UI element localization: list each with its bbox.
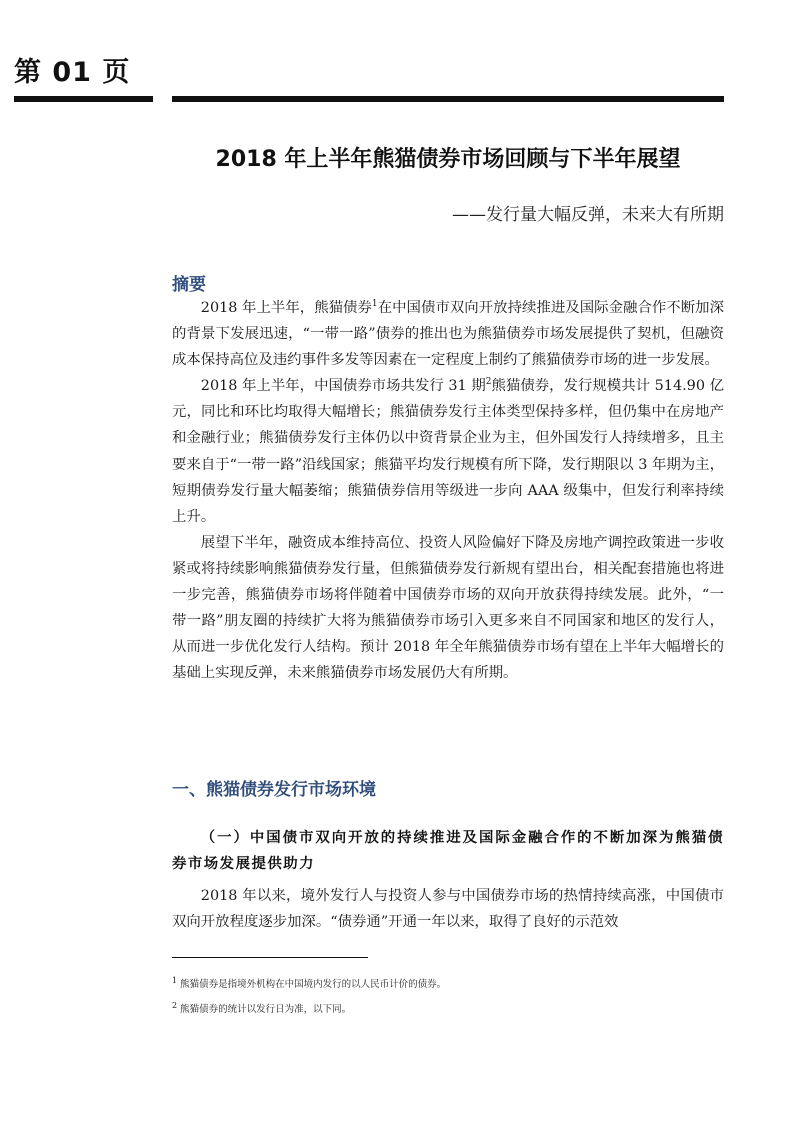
section-1-body xyxy=(172,883,724,935)
footnote-separator xyxy=(172,957,368,958)
abstract-paragraph-2: 2018 年上半年，中国债券市场共发行 31 期$^2$熊猫债券，发行规模共计 514.90 亿元，同比和环比均取得大幅增长；熊猫债券发行主体类型保持多样，但仍集中在房地产和金融行业；熊猫债券发行主体仍以中资背景企业为主，但外国发行人持续增多，且主要来自于“一带一路”沿线国家；熊猫平均发行规模有所下降，发行期限以 3 年期为主，短期债券发行量大幅萎缩；熊猫债券信用等级进一步向 AAA 级集中，但发行利率持续上升。 xyxy=(172,377,724,525)
report-subtitle: ——发行量大幅反弹，未来大有所期 xyxy=(452,205,724,225)
abstract-paragraph-3: 展望下半年，融资成本维持高位、投资人风险偏好下降及房地产调控政策进一步收紧或将持续影响熊猫债券发行量，但熊猫债券发行新规有望出台，相关配套措施也将进一步完善，熊猫债券市场将伴随着中国债券市场的双向开放获得持续发展。此外，“一带一路”朋友圈的持续扩大将为熊猫债券市场引入更多来自不同国家和地区的发行人，从而进一步优化发行人结构。预计 2018 年全年熊猫债券市场有望在上半年大幅增长的基础上实现反弹，未来熊猫债券市场发展仍大有所期。 xyxy=(172,534,724,682)
section-1-heading: 一、熊猫债券发行市场环境 xyxy=(172,780,376,800)
footnote-2: $^2$ 熊猫债券的统计以发行日为准，以下同。 xyxy=(172,1000,352,1015)
page-number-label: 第 01 页 xyxy=(14,57,131,88)
footnote-ref-1: 1 xyxy=(371,299,378,310)
section-1-paragraph: 2018 年以来，境外发行人与投资人参与中国债券市场的热情持续高涨，中国债市双向开放程度逐步加深。“债券通”开通一年以来，取得了良好的示范效 xyxy=(172,888,724,931)
subsection-1-1-heading: （一）中国债市双向开放的持续推进及国际金融合作的不断加深为熊猫债券市场发展提供助力 xyxy=(172,830,724,872)
header-rule-left xyxy=(14,96,153,102)
footnote-1: $^1$ 熊猫债券是指境外机构在中国境内发行的以人民币计价的债券。 xyxy=(172,975,447,990)
header-rule-right xyxy=(172,96,724,102)
abstract-paragraph-1: 2018 年上半年，熊猫债券$^1$在中国债市双向开放持续推进及国际金融合作不断加深的背景下发展迅速，“一带一路”债券的推出也为熊猫债券市场发展提供了契机，但融资成本保持高位及违约事件多发等因素在一定程度上制约了熊猫债券市场的进一步发展。 xyxy=(172,299,724,369)
footnote-ref-2: 2 xyxy=(485,377,492,388)
abstract-heading: 摘要 xyxy=(172,275,206,295)
abstract-body xyxy=(172,295,724,686)
report-title: 2018 年上半年熊猫债券市场回顾与下半年展望 xyxy=(215,147,681,172)
